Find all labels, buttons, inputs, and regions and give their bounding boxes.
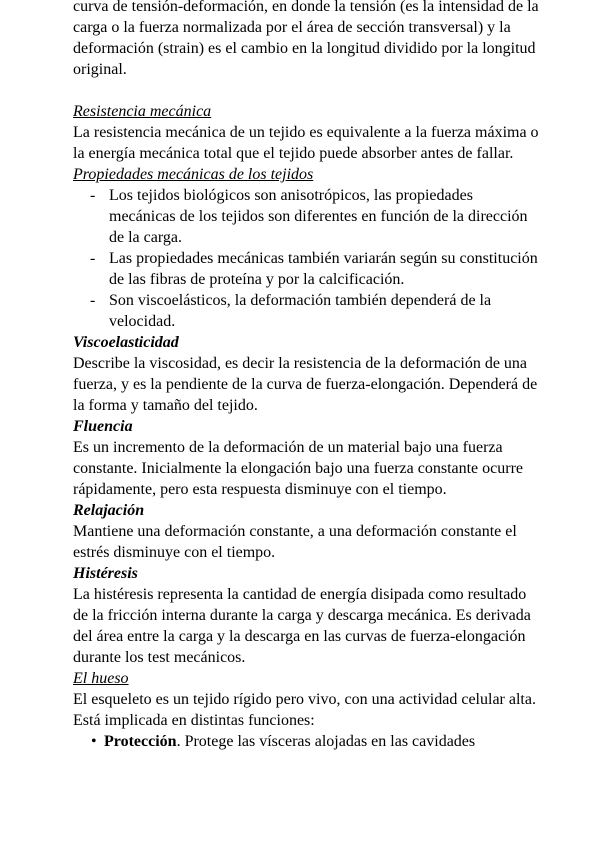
- list-item-text: Las propiedades mecánicas también variarán según su constitución de las fibras de proteína y por la calcificación.: [109, 250, 538, 288]
- fluencia-paragraph: Es un incremento de la deformación de un material bajo una fuerza constante. Inicialmente la elongación bajo una fuerza constante ocurre rápidamente, pero esta respuesta disminuye con el tiempo.: [73, 439, 524, 498]
- intro-paragraph: curva de tensión-deformación, en donde la tensión (es la intensidad de la carga o la fuerza normalizada por el área de sección transversal) y la deformación (strain) es el cambio en la longitud dividido por la longitud original.: [73, 0, 539, 78]
- list-item-text: Los tejidos biológicos son anisotrópicos, las propiedades mecánicas de los tejidos son diferentes en función de la dirección de la carga.: [109, 187, 528, 246]
- hueso-heading: El hueso: [73, 670, 129, 687]
- document-page: [73, 0, 543, 752]
- list-item: [73, 248, 543, 290]
- propiedades-heading: Propiedades mecánicas de los tejidos: [73, 166, 314, 183]
- propiedades-list: [73, 185, 543, 332]
- list-item: [73, 290, 543, 332]
- relajacion-paragraph: Mantiene una deformación constante, a una deformación constante el estrés disminuye con el tiempo.: [73, 523, 517, 561]
- bullet-term: Protección: [104, 733, 177, 750]
- resistencia-paragraph: La resistencia mecánica de un tejido es equivalente a la fuerza máxima o la energía mecánica total que el tejido puede absorber antes de fallar.: [73, 124, 539, 162]
- histeresis-heading: Histéresis: [73, 565, 138, 582]
- histeresis-paragraph: La histéresis representa la cantidad de energía disipada como resultado de la fricción interna durante la carga y descarga mecánica. Es derivada del área entre la carga y la descarga en las curvas de fuerza-elongación durante los test mecánicos.: [73, 586, 531, 666]
- resistencia-heading: Resistencia mecánica: [73, 103, 212, 120]
- hueso-functions-list: [73, 731, 543, 752]
- list-item: [73, 731, 543, 752]
- viscoelasticidad-heading: Viscoelasticidad: [73, 334, 179, 351]
- bullet-text: . Protege las vísceras alojadas en las cavidades: [176, 733, 476, 750]
- fluencia-heading: Fluencia: [73, 418, 133, 435]
- dash-marker: -: [90, 187, 96, 204]
- dash-marker: -: [90, 292, 96, 309]
- list-item-text: Son viscoelásticos, la deformación también dependerá de la velocidad.: [109, 292, 492, 330]
- viscoelasticidad-paragraph: Describe la viscosidad, es decir la resistencia de la deformación de una fuerza, y es la pendiente de la curva de fuerza-elongación. Dependerá de la forma y tamaño del tejido.: [73, 355, 538, 414]
- list-item: [73, 185, 543, 248]
- paragraph-spacer: [73, 80, 543, 101]
- bullet-marker: •: [91, 733, 97, 750]
- hueso-paragraph: El esqueleto es un tejido rígido pero vivo, con una actividad celular alta. Está implicada en distintas funciones:: [73, 691, 536, 729]
- dash-marker: -: [90, 250, 96, 267]
- relajacion-heading: Relajación: [73, 502, 145, 519]
